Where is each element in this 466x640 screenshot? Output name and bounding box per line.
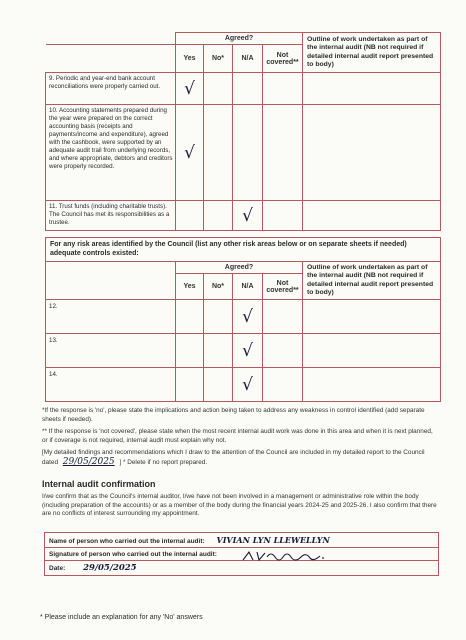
table-row — [46, 368, 441, 402]
outline-header: Outline of work undertaken as part of the internal audit (NB not required if detailed internal audit report presented to body) — [303, 33, 441, 73]
na-header: N/A — [233, 274, 263, 300]
tick-mark: √ — [176, 73, 204, 105]
blank-header-cell — [46, 33, 176, 45]
findings-prefix: [My detailed findings and recommendations which I draw to the attention of the Council are included in my detailed report to the Council dated — [42, 449, 425, 466]
yes-header: Yes — [176, 45, 204, 73]
findings-date: 29/05/2025 — [62, 456, 115, 467]
table-row — [46, 300, 441, 334]
control-text: 10. Accounting statements prepared during the year were prepared on the correct accounting basis (receipts and payments/income and expenditure), agreed with the cashbook, were supported by an adequate audit trail from underlying records, and where appropriate, debtors and creditors were properly recorded. — [46, 105, 176, 201]
risk-number: 12. — [46, 300, 176, 334]
risk-areas-title: For any risk areas identified by the Council (list any other risk areas below or on separate sheets if needed) adequate controls existed: — [46, 238, 441, 262]
no-header: No* — [204, 274, 233, 300]
findings-note — [42, 449, 438, 467]
auditor-name: VIVIAN LYN LLEWELLYN — [216, 535, 330, 545]
blank-header-cell — [46, 262, 176, 274]
no-response-note: *If the response is 'no', please state the implications and action being taken to address any weakness in control identified (add separate sheets if needed). — [42, 407, 425, 423]
date-label: Date: — [49, 565, 66, 572]
controls-table-2 — [45, 237, 441, 402]
findings-suffix: ] * Delete if no report prepared. — [119, 458, 208, 466]
not-covered-note: ** If the response is 'not covered', please state when the most recent internal audit work was done in this area and when it is next planned, or if coverage is not required, internal audit must explain why not. — [42, 428, 433, 444]
table-row — [46, 201, 441, 231]
name-label: Name of person who carried out the internal audit: — [49, 538, 205, 545]
na-header: N/A — [233, 45, 263, 73]
tick-mark: √ — [176, 105, 204, 201]
signature-label: Signature of person who carried out the internal audit: — [49, 550, 217, 558]
not-covered-header: Not covered** — [263, 274, 303, 300]
outline-header: Outline of work undertaken as part of the internal audit (NB not required if detailed internal audit report presented to body) — [303, 262, 441, 300]
signature-image — [241, 549, 331, 563]
blank-header-cell — [46, 274, 176, 300]
confirmation-text: I/we confirm that as the Council's internal auditor, I/we have not been involved in a management or administrative role within the body (including preparation of the accounts) or as a member of the body during the financial years 2024-25 and 2025-26. I also confirm that there are no conflicts of interest surrounding my appointment. — [42, 493, 437, 518]
auditor-name-row — [45, 533, 439, 548]
blank-header-cell — [46, 45, 176, 73]
tick-mark: √ — [233, 368, 263, 402]
control-text: 9. Periodic and year-end bank account reconciliations were properly carried out. — [46, 73, 176, 105]
signature-row — [45, 548, 439, 561]
not-covered-header: Not covered** — [263, 45, 303, 73]
tick-mark: √ — [233, 300, 263, 334]
tick-mark: √ — [233, 334, 263, 368]
table-row — [46, 105, 441, 201]
footer-note: * Please include an explanation for any 'No' answers — [40, 614, 203, 621]
agreed-header: Agreed? — [176, 262, 303, 274]
agreed-header: Agreed? — [176, 33, 303, 45]
auditor-details-table — [44, 532, 439, 576]
tick-mark: √ — [233, 201, 263, 231]
signed-date: 29/05/2025 — [83, 563, 137, 573]
table-row — [46, 334, 441, 368]
risk-number: 14. — [46, 368, 176, 402]
table-row — [46, 73, 441, 105]
yes-header: Yes — [176, 274, 204, 300]
controls-table-1 — [45, 32, 441, 231]
no-header: No* — [204, 45, 233, 73]
confirmation-heading: Internal audit confirmation — [42, 479, 156, 489]
risk-number: 13. — [46, 334, 176, 368]
control-text: 11. Trust funds (including charitable trusts). The Council has met its responsibilities as a trustee. — [46, 201, 176, 231]
